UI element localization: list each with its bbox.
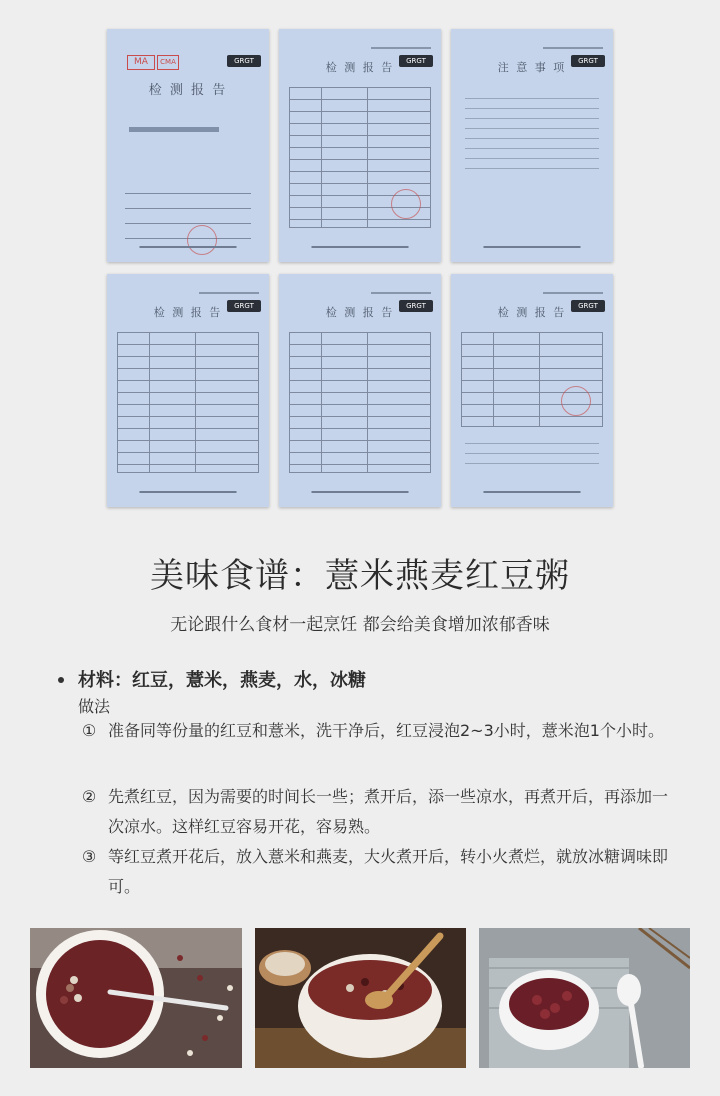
- step-number: ③: [81, 847, 97, 866]
- brand-badge: GRGT: [571, 300, 605, 312]
- test-report-page: [279, 29, 441, 262]
- brand-badge: GRGT: [227, 300, 261, 312]
- official-stamp: [391, 189, 421, 219]
- report-number-line: [129, 127, 219, 132]
- notice-heading: 注 意 事 项: [497, 61, 567, 74]
- page-header-line: [371, 47, 431, 49]
- step-text: 先煮红豆，因为需要的时间长一些；煮开后，添一些凉水，再煮开后，再添加一次凉水。这样红豆容易开花，容易熟。: [108, 787, 669, 836]
- step-item: [78, 716, 668, 776]
- step-item: [78, 782, 668, 842]
- method-label: 做法: [78, 697, 111, 716]
- cma-logo: MA: [127, 55, 155, 70]
- report-footer: [451, 487, 613, 497]
- step-number: ②: [81, 787, 97, 806]
- porridge-photo-3: [479, 928, 690, 1068]
- report-table: [117, 332, 259, 473]
- report-heading: 检 测 报 告: [325, 61, 395, 74]
- step-item: [78, 842, 668, 902]
- test-report-cover: [107, 29, 269, 262]
- recipe-subtitle: 无论跟什么食材一起烹饪 都会给美食增加浓郁香味: [170, 615, 550, 635]
- materials-line: 材料：红豆，薏米，燕麦，水，冰糖: [78, 670, 366, 691]
- page-header-line: [199, 292, 259, 294]
- notice-text: [465, 89, 599, 172]
- report-footer: [451, 242, 613, 252]
- porridge-photo-2: [255, 928, 466, 1068]
- report-footer: [107, 487, 269, 497]
- page-header-line: [371, 292, 431, 294]
- recipe-title: 美味食谱：薏米燕麦红豆粥: [150, 556, 570, 596]
- report-fields: [125, 179, 251, 239]
- notice-page: [451, 29, 613, 262]
- test-report-page: [107, 274, 269, 507]
- report-heading: 检 测 报 告: [325, 306, 395, 319]
- porridge-photo-1: [30, 928, 242, 1068]
- step-text: 等红豆煮开花后，放入薏米和燕麦，大火煮开后，转小火煮烂，就放冰糖调味即可。: [108, 847, 669, 896]
- report-heading: 检 测 报 告: [148, 83, 228, 98]
- report-table: [289, 332, 431, 473]
- brand-badge: GRGT: [571, 55, 605, 67]
- page-header-line: [543, 47, 603, 49]
- brand-badge: GRGT: [399, 300, 433, 312]
- step-text: 准备同等份量的红豆和薏米，洗干净后，红豆浸泡2~3小时，薏米泡1个小时。: [108, 721, 664, 740]
- test-report-page: [451, 274, 613, 507]
- test-report-page: [279, 274, 441, 507]
- report-footer: [107, 242, 269, 252]
- report-footer: [279, 242, 441, 252]
- report-footer: [279, 487, 441, 497]
- certification-mark: CMA: [157, 55, 179, 70]
- report-notes: [465, 434, 599, 471]
- page-header-line: [543, 292, 603, 294]
- report-heading: 检 测 报 告: [153, 306, 223, 319]
- brand-badge: GRGT: [227, 55, 261, 67]
- step-number: ①: [81, 721, 97, 740]
- report-heading: 检 测 报 告: [497, 306, 567, 319]
- bullet-icon: [58, 670, 68, 680]
- official-stamp: [561, 386, 591, 416]
- brand-badge: GRGT: [399, 55, 433, 67]
